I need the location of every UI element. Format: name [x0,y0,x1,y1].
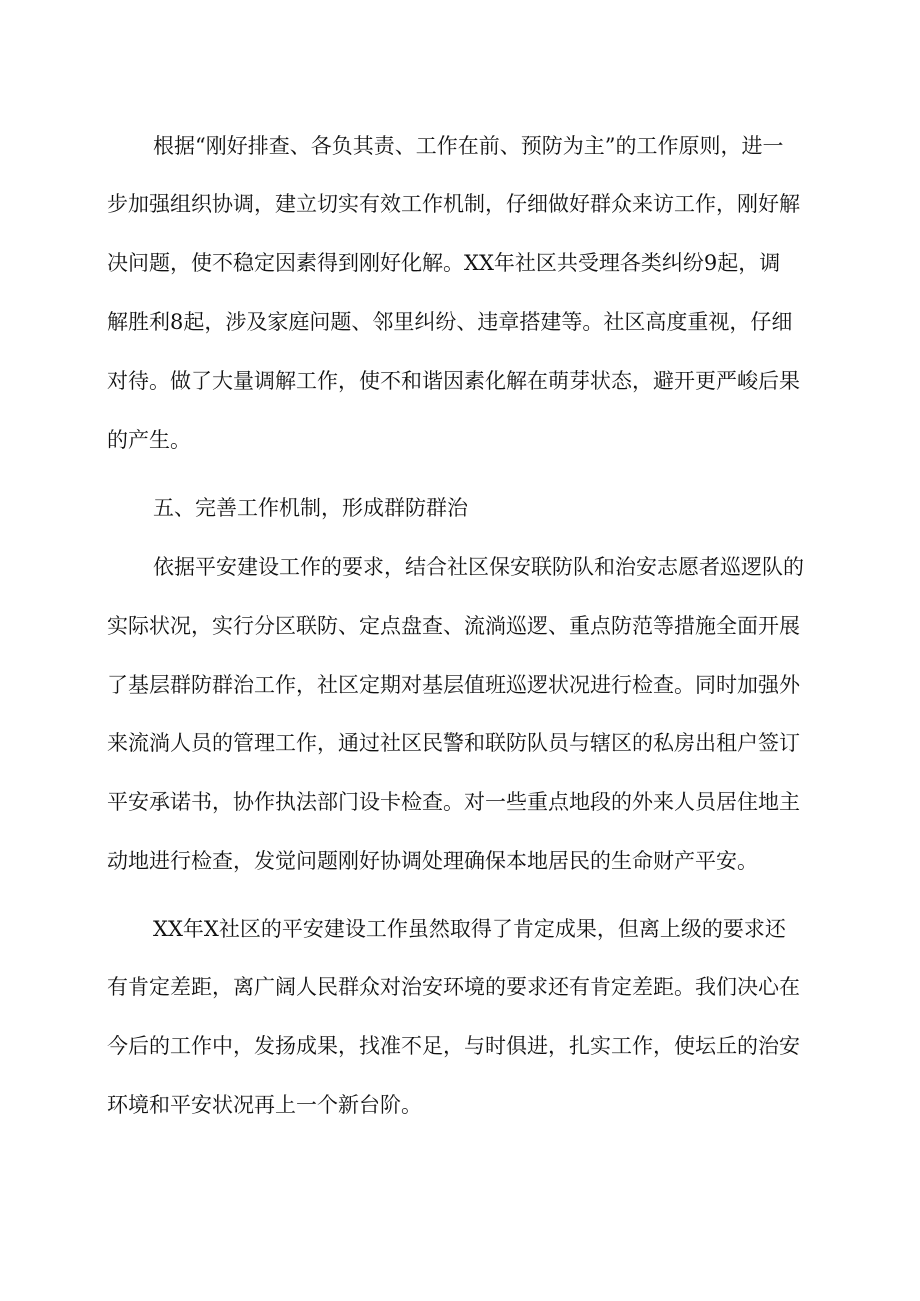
paragraph-1-line-3: 决问题，使不稳定因素得到刚好化解。XX年社区共受理各类纠纷9起，调 [107,251,781,275]
paragraph-1-line-5: 对待。做了大量调解工作，使不和谐因素化解在萌芽状态，避开更严峻后果 [107,369,800,393]
paragraph-3-line-2: 有肯定差距，离广阔人民群众对治安环境的要求还有肯定差距。我们决心在 [107,975,800,999]
paragraph-2-line-5: 平安承诺书，协作执法部门设卡检查。对一些重点地段的外来人员居住地主 [107,790,800,814]
paragraph-2-line-6: 动地进行检查，发觉问题刚好协调处理确保本地居民的生命财产平安。 [107,849,758,873]
paragraph-3-line-3: 今后的工作中，发扬成果，找准不足，与时俱进，扎实工作，使坛丘的治安 [107,1034,800,1058]
paragraph-3-line-1: XX年X社区的平安建设工作虽然取得了肯定成果，但离上级的要求还 [153,917,786,941]
paragraph-2-line-2: 实际状况，实行分区联防、定点盘查、流淌巡逻、重点防范等措施全面开展 [107,614,800,638]
section-heading-5: 五、完善工作机制，形成群防群治 [153,496,468,520]
paragraph-3-line-4: 环境和平安状况再上一个新台阶。 [107,1093,422,1117]
paragraph-2-line-1: 依据平安建设工作的要求，结合社区保安联防队和治安志愿者巡逻队的 [153,555,804,579]
paragraph-2-line-3: 了基层群防群治工作，社区定期对基层值班巡逻状况进行检查。同时加强外 [107,673,800,697]
paragraph-1-line-4: 解胜利8起，涉及家庭问题、邻里纠纷、违章搭建等。社区高度重视，仔细 [107,310,793,334]
document-body [107,0,817,1301]
paragraph-1-line-6: 的产生。 [107,428,191,452]
paragraph-2-line-4: 来流淌人员的管理工作，通过社区民警和联防队员与辖区的私房出租户签订 [107,731,800,755]
paragraph-1-line-1: 根据“刚好排查、各负其责、工作在前、预防为主”的工作原则，进一 [153,134,784,158]
paragraph-1-line-2: 步加强组织协调，建立切实有效工作机制，仔细做好群众来访工作，刚好解 [107,192,800,216]
